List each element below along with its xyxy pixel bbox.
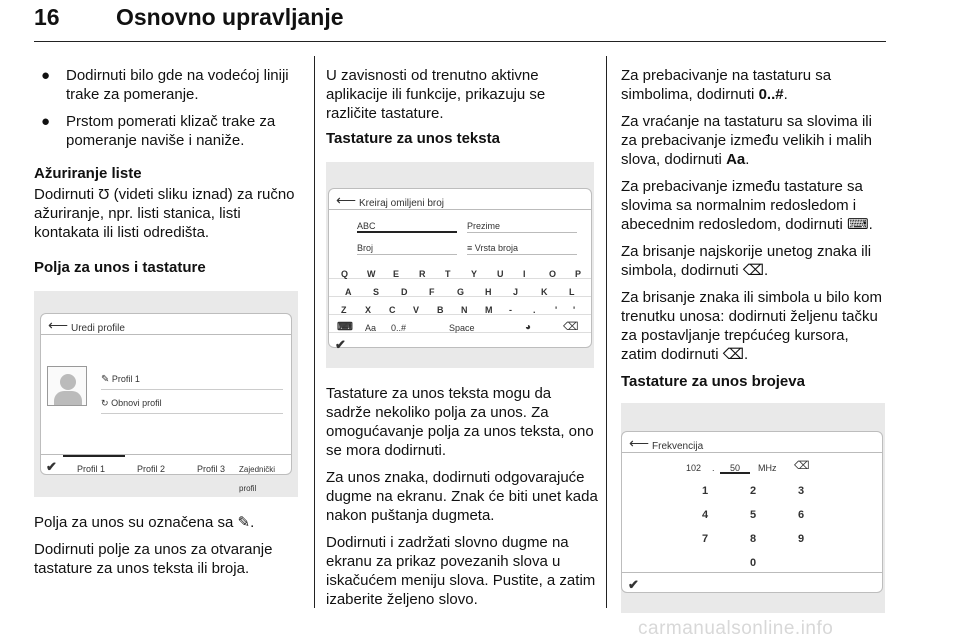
backspace-icon[interactable]: ⌫ [794, 460, 810, 472]
first-name-field[interactable]: ABC [357, 217, 457, 233]
intro-paragraph: U zavisnosti od trenutno aktivne aplikacije ili funkcije, prikazuju se različite tastature. [326, 67, 546, 122]
key-d[interactable]: D [401, 287, 408, 297]
bottom-bar [622, 572, 882, 592]
key-p[interactable]: P [575, 269, 582, 279]
delete-any-paragraph: Za brisanje znaka ili simbola u bilo kom trenutku unosa: dodirnuti željenu tačku za postavljanje trepćućeg kursora, zatim dodirnuti ⌫. [621, 289, 882, 363]
voice-input-icon[interactable]: ◕ [525, 322, 532, 333]
key-case-toggle[interactable]: Aa [365, 323, 377, 333]
key-b[interactable]: B [437, 305, 444, 315]
key-l[interactable]: L [569, 287, 575, 297]
restore-icon: ↻ [101, 398, 109, 408]
key-row-1 [329, 261, 591, 279]
key-5[interactable]: 5 [750, 509, 757, 521]
key-g[interactable]: G [457, 287, 465, 297]
restore-profile-row[interactable]: ↻ Obnovi profil [101, 394, 283, 414]
symbols-paragraph: Za prebacivanje na tastaturu sa simbolima, dodirnuti 0..#. [621, 67, 832, 103]
marked-fields-paragraph: Polja za unos su označena sa ✎. [34, 514, 255, 531]
number-type-field[interactable]: ≡ Vrsta broja [467, 239, 577, 255]
back-arrow-icon[interactable]: ⟵ [48, 317, 69, 333]
screen-title: Uredi profile [71, 323, 125, 334]
key-3[interactable]: 3 [798, 485, 805, 497]
tab-profile-3[interactable]: Profil 3 [197, 464, 226, 474]
key-4[interactable]: 4 [702, 509, 709, 521]
key-7[interactable]: 7 [702, 533, 709, 545]
text-keyboard-screen [328, 188, 592, 352]
title-bar [622, 432, 882, 453]
dropdown-icon: ≡ [467, 243, 473, 253]
screen-title: Kreiraj omiljeni broj [359, 198, 445, 209]
key-1[interactable]: 1 [702, 485, 709, 497]
page-number: 16 [34, 4, 60, 30]
column-2 [326, 66, 598, 617]
update-heading: Ažuriranje liste [34, 165, 142, 182]
key-2[interactable]: 2 [750, 485, 757, 497]
figure-text-keyboard [326, 162, 594, 368]
figure-edit-profiles [34, 291, 298, 497]
refresh-icon: Ʊ [98, 186, 110, 203]
tab-profile-2[interactable]: Profil 2 [137, 464, 166, 474]
watermark: carmanualsonline.info [638, 618, 834, 639]
key-o[interactable]: O [549, 269, 557, 279]
key-m[interactable]: M [485, 305, 493, 315]
profile-screen [40, 313, 292, 493]
delete-last-paragraph: Za brisanje najskorije unetog znaka ili simbola, dodirnuti ⌫. [621, 243, 872, 279]
title-bar [329, 189, 591, 210]
cursor-underline [720, 472, 750, 474]
key-e[interactable]: E [393, 269, 400, 279]
number-field[interactable]: Broj [357, 239, 457, 255]
key-dash[interactable]: - [509, 305, 512, 315]
text-keyboard-heading: Tastature za unos teksta [326, 130, 500, 147]
open-keyboard-paragraph: Dodirnuti polje za unos za otvaranje tastature za unos teksta ili broja. [34, 541, 273, 577]
key-9[interactable]: 9 [798, 533, 805, 545]
key-w[interactable]: W [367, 269, 376, 279]
screen-title: Frekvencija [652, 441, 704, 452]
key-apostrophe-2[interactable]: ' [573, 305, 576, 315]
key-y[interactable]: Y [471, 269, 478, 279]
frequency-input-field[interactable] [678, 456, 838, 472]
key-z[interactable]: Z [341, 305, 347, 315]
key-q[interactable]: Q [341, 269, 349, 279]
qwerty-keyboard [329, 261, 591, 352]
key-period[interactable]: . [533, 305, 536, 315]
key-row-3 [329, 297, 591, 315]
key-row-4 [329, 315, 591, 333]
key-6[interactable]: 6 [798, 509, 805, 521]
key-space[interactable]: Space [449, 323, 475, 333]
profile-name-field[interactable]: ✎ Profil 1 [101, 370, 283, 390]
confirm-check-icon[interactable]: ✔ [335, 337, 346, 352]
pencil-icon: ✎ [237, 514, 251, 531]
last-name-field[interactable]: Prezime [467, 217, 577, 233]
frequency-unit: MHz [758, 463, 777, 473]
case-paragraph: Za vraćanje na tastaturu sa slovima ili za prebacivanje između velikih i malih slova, dodirnuti Aa. [621, 113, 872, 168]
key-symbols[interactable]: 0..# [391, 323, 407, 333]
avatar[interactable] [47, 366, 87, 406]
backspace-icon[interactable]: ⌫ [563, 321, 579, 333]
pencil-icon: ✎ [101, 374, 110, 385]
column-divider-1 [314, 56, 315, 608]
key-c[interactable]: C [389, 305, 396, 315]
keyboard-layout-icon: ⌨ [846, 216, 869, 233]
bullet-icon: ● [41, 113, 51, 130]
frequency-integer: 102 [686, 463, 702, 473]
bullet-item: ● Dodirnuti bilo gde na vodećoj liniji trake za pomeranje. [41, 67, 289, 103]
text-keyboard-paragraph-2: Za unos znaka, dodirnuti odgovarajuće dugme na ekranu. Znak će biti unet kada nakon puštanja dugmeta. [326, 469, 598, 524]
key-a[interactable]: A [345, 287, 352, 297]
figure-number-keyboard [621, 403, 885, 613]
frequency-separator: . [712, 463, 715, 473]
bullet-icon: ● [41, 67, 51, 84]
confirm-check-icon[interactable]: ✔ [628, 577, 639, 592]
key-x[interactable]: X [365, 305, 372, 315]
back-arrow-icon[interactable]: ⟵ [629, 435, 650, 451]
tab-shared-profile[interactable]: Zajednički profil [239, 465, 276, 493]
tab-profile-1[interactable]: Profil 1 [77, 464, 106, 474]
key-apostrophe[interactable]: ' [555, 305, 558, 315]
key-r[interactable]: R [419, 269, 426, 279]
back-arrow-icon[interactable]: ⟵ [336, 192, 357, 208]
text-keyboard-paragraph-3: Dodirnuti i zadržati slovno dugme na ekranu za prikaz povezanih slova u iskačućem meniju slova. Pustite, a zatim izaberite željeno slovo. [326, 534, 596, 608]
key-j[interactable]: J [513, 287, 519, 297]
number-keyboard-heading: Tastature za unos brojeva [621, 373, 805, 390]
key-t[interactable]: T [445, 269, 451, 279]
confirm-check-icon[interactable]: ✔ [46, 459, 57, 474]
page-title: Osnovno upravljanje [116, 4, 344, 30]
backspace-icon: ⌫ [722, 346, 744, 363]
key-f[interactable]: F [429, 287, 435, 297]
active-tab-indicator [63, 455, 125, 457]
number-keyboard-screen [621, 431, 883, 593]
title-bar [41, 314, 291, 335]
key-u[interactable]: U [497, 269, 504, 279]
key-8[interactable]: 8 [750, 533, 757, 545]
keyboard-layout-icon[interactable]: ⌨ [337, 321, 353, 333]
key-h[interactable]: H [485, 287, 492, 297]
column-divider-2 [606, 56, 607, 608]
column-3 [621, 66, 887, 613]
backspace-icon: ⌫ [742, 262, 764, 279]
key-n[interactable]: N [461, 305, 468, 315]
key-row-2 [329, 279, 591, 297]
key-0[interactable]: 0 [750, 557, 757, 569]
bullet-item: ● Prstom pomerati klizač trake za pomeranje naviše i naniže. [41, 113, 276, 149]
key-s[interactable]: S [373, 287, 380, 297]
text-keyboard-paragraph-1: Tastature za unos teksta mogu da sadrže nekoliko polja za unos. Za omogućavanje polja za unos teksta, ono se mora dodirnuti. [326, 385, 594, 459]
key-i[interactable]: I [523, 269, 526, 279]
frequency-decimal: 50 [730, 463, 741, 473]
header-rule [34, 41, 886, 42]
layout-paragraph: Za prebacivanje između tastature sa slovima sa normalnim redosledom i abecednim redosledom, dodirnuti ⌨. [621, 178, 873, 233]
column-1 [34, 66, 302, 586]
update-paragraph: Dodirnuti Ʊ (videti sliku iznad) za ručno ažuriranje, npr. listi stanica, listi kontakata ili listi odredišta. [34, 186, 295, 241]
fields-heading: Polja za unos i tastature [34, 259, 206, 276]
profile-tabs-bar [41, 454, 291, 493]
key-v[interactable]: V [413, 305, 420, 315]
key-k[interactable]: K [541, 287, 548, 297]
